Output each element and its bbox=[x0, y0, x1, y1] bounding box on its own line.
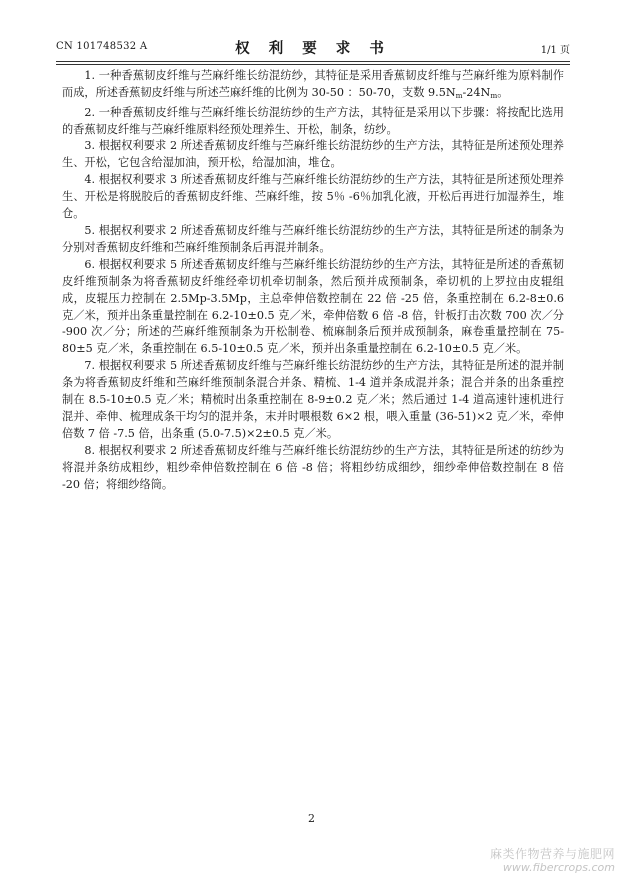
claim-1-text-range: -24N bbox=[462, 85, 491, 99]
claim-5: 5. 根据权利要求 2 所述香蕉韧皮纤维与苎麻纤维长纺混纺纱的生产方法，其特征是所述的制条为分别对香蕉韧皮纤维和苎麻纤维预制条后再混并制条。 bbox=[62, 223, 564, 254]
site-watermark bbox=[490, 847, 615, 875]
document-title: 权 利 要 求 书 bbox=[235, 40, 391, 57]
header-divider-bottom bbox=[56, 64, 570, 65]
claim-4: 4. 根据权利要求 3 所述香蕉韧皮纤维与苎麻纤维长纺混纺纱的生产方法，其特征是所述预处理养生、开松是将脱胶后的香蕉韧皮纤维、苎麻纤维，按 5％ -6％加乳化液，开松后再进行加湿养生，堆仓。 bbox=[62, 173, 564, 221]
claim-2: 2. 一种香蕉韧皮纤维与苎麻纤维长纺混纺纱的生产方法，其特征是采用以下步骤：将按配比选用的香蕉韧皮纤维与苎麻纤维原料经预处理养生、开松，制条，纺纱。 bbox=[62, 105, 564, 136]
claim-7: 7. 根据权利要求 5 所述香蕉韧皮纤维与苎麻纤维长纺混纺纱的生产方法，其特征是所述的混并制条为将香蕉韧皮纤维和苎麻纤维预制条混合并条、精梳、1-4 道并条成混并条；混合并条的出条重控制在 8.5-10±0.5 克／米；精梳时出条重控制在 8-9±0.2 克／米；然后通过 1-4 道高速针速机进行混并、牵伸、梳理成条干均匀的混并条，末并时喂根数 6×2 根，喂入重量 (36-51)×2 克／米，牵伸倍数 7 倍 -7.5 倍，出条重 (5.0-7.5)×2±0.5 克／米。 bbox=[62, 359, 564, 440]
claim-3: 3. 根据权利要求 2 所述香蕉韧皮纤维与苎麻纤维长纺混纺纱的生产方法，其特征是所述预处理养生、开松，它包含给湿加油，预开松，给湿加油，堆仓。 bbox=[62, 139, 564, 170]
header-divider-top bbox=[56, 61, 570, 62]
claims-body bbox=[62, 68, 564, 493]
claim-1-text: 1. 一种香蕉韧皮纤维与苎麻纤维长纺混纺纱，其特征是采用香蕉韧皮纤维与苎麻纤维为原料制作而成，所述香蕉韧皮纤维与所述苎麻纤维的比例为 30-50 ：50-70，支数 9.5N bbox=[62, 69, 564, 99]
claim-1 bbox=[62, 68, 564, 105]
claim-1-text-end: 。 bbox=[497, 85, 509, 99]
watermark-url: www.fibercrops.com bbox=[502, 861, 615, 874]
publication-number: CN 101748532 A bbox=[56, 41, 148, 52]
subscript-m: m bbox=[455, 90, 463, 100]
subscript-m: m bbox=[490, 90, 498, 100]
document-header bbox=[56, 36, 570, 56]
claim-6: 6. 根据权利要求 5 所述香蕉韧皮纤维与苎麻纤维长纺混纺纱的生产方法，其特征是所述的香蕉韧皮纤维预制条为将香蕉韧皮纤维经牵切机牵切制条，然后预并成预制条，牵切机的上罗拉由皮辊组成，皮辊压力控制在 2.5Mp-3.5Mp，主总牵伸倍数控制在 22 倍 -25 倍，条重控制在 6.2-8±0.6 克／米，预并出条重量控制在 6.2-10±0.5 克／米，牵伸倍数 6 倍 -8 倍，针板打击次数 700 次／分 -900 次／分；所述的苎麻纤维预制条为开松制卷、梳麻制条后预并成预制条，麻卷重量控制在 75-80±5 克／米，条重控制在 6.5-10±0.5 克／米，预并出条重量控制在 6.2-10±0.5 克／米。 bbox=[62, 257, 564, 356]
watermark-site-name: 麻类作物营养与施肥网 bbox=[489, 847, 615, 861]
page-indicator: 1/1 页 bbox=[540, 45, 570, 56]
page-number: 2 bbox=[308, 812, 315, 825]
claim-8: 8. 根据权利要求 2 所述香蕉韧皮纤维与苎麻纤维长纺混纺纱的生产方法，其特征是所述的纺纱为将混并条纺成粗纱，粗纱牵伸倍数控制在 6 倍 -8 倍；将粗纱纺成细纱，细纱牵伸倍数控制在 8 倍 -20 倍；将细纱络筒。 bbox=[62, 443, 564, 491]
